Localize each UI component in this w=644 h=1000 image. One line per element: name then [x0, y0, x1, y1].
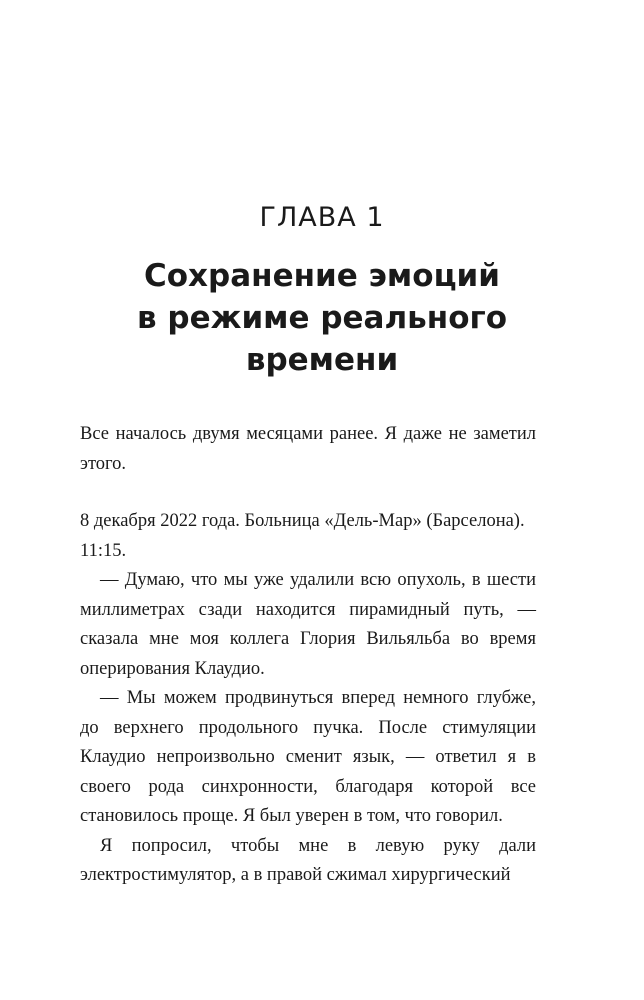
paragraph-dateline: 8 декабря 2022 года. Больница «Дель-Мар» (Барселона). 11:15. — [80, 511, 525, 561]
chapter-label: ГЛАВА 1 — [259, 202, 385, 233]
section-gap — [80, 479, 536, 507]
chapter-title — [60, 255, 584, 381]
paragraph-dialogue-2: — Мы можем продвинуться вперед немного глубже, до верхнего продольного пучка. После стимуляции Клаудио непроизвольно сменит язык, — ответил я в своего рода синхронности, благодаря которой все становилось проще. Я был уверен в том, что говорил. — [80, 688, 536, 826]
chapter-body — [80, 420, 536, 891]
chapter-title-line-2: в режиме реального — [136, 300, 507, 336]
paragraph-narration: Я попросил, чтобы мне в левую руку дали электростимулятор, а в правой сжимал хирургический — [80, 835, 536, 885]
paragraph-dialogue-1: — Думаю, что мы уже удалили всю опухоль, в шести миллиметрах сзади находится пирамидный путь, — сказала мне моя коллега Глория Вильяльба во время оперирования Клаудио. — [80, 570, 536, 679]
chapter-title-line-3: времени — [245, 342, 399, 378]
paragraph-intro: Все началось двумя месяцами ранее. Я даже не заметил этого. — [80, 424, 536, 474]
chapter-title-line-1: Сохранение эмоций — [144, 258, 500, 294]
